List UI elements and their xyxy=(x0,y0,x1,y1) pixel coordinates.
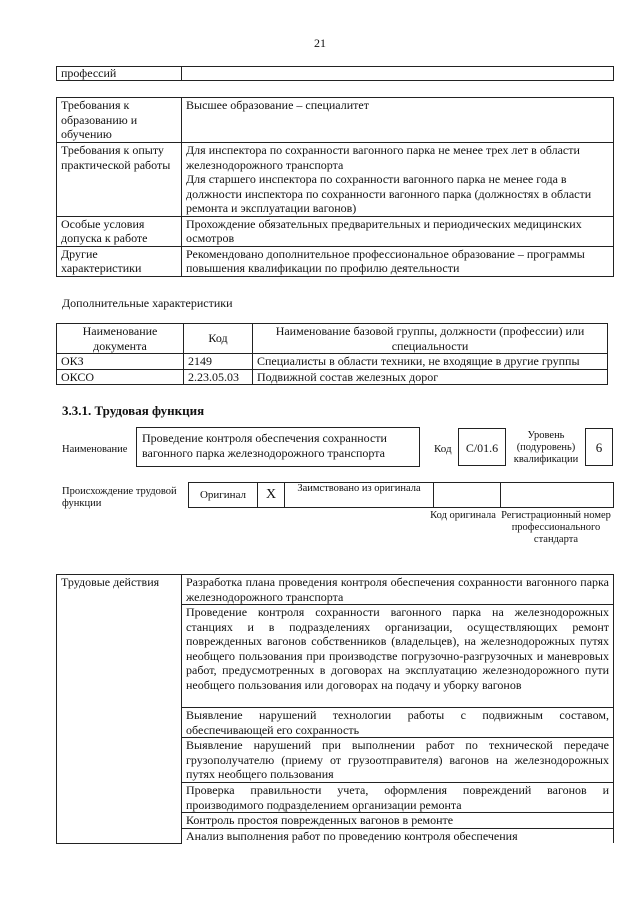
cell-name: Специалисты в области техники, не входящие в другие группы xyxy=(253,354,608,370)
borrowed-cell: Заимствовано из оригинала xyxy=(285,483,434,508)
req-value-line: Для инспектора по сохранности вагонного парка не менее трех лет в области железнодорожного транспорта xyxy=(186,143,580,172)
origin-label: Происхождение трудовой функции xyxy=(62,486,177,509)
requirements-row xyxy=(57,216,614,246)
labor-actions-table xyxy=(56,574,614,844)
function-code-box: С/01.6 xyxy=(458,428,506,466)
professions-cell: профессий xyxy=(57,67,182,81)
labor-action-item: Разработка плана проведения контроля обеспечения сохранности вагонного парка железнодорожного транспорта xyxy=(182,575,614,605)
col-header-doc: Наименование документа xyxy=(57,324,184,354)
professions-table xyxy=(56,66,614,81)
original-mark: X xyxy=(258,483,285,508)
origin-table xyxy=(188,482,614,508)
req-value-line: Высшее образование – специалитет xyxy=(186,98,369,112)
col-header-name: Наименование базовой группы, должности (профессии) или специальности xyxy=(253,324,608,354)
req-label: Особые условия допуска к работе xyxy=(57,216,182,246)
labor-action-item: Выявление нарушений при выполнении работ по технической передаче грузополучателю (приему от грузоотправителя) вагонов на железнодорожных путях необщего пользования xyxy=(182,738,614,783)
additional-table xyxy=(56,323,608,385)
labor-action-item: Анализ выполнения работ по проведению контроля обеспечения xyxy=(182,828,614,843)
cell-code: 2.23.05.03 xyxy=(184,369,253,385)
req-value-line: Рекомендовано дополнительное профессиональное образование – программы повышения квалификации по профилю деятельности xyxy=(186,246,585,275)
level-box: 6 xyxy=(585,428,613,466)
cell-doc: ОКСО xyxy=(57,369,184,385)
requirements-table xyxy=(56,97,614,277)
cell-name: Подвижной состав железных дорог xyxy=(253,369,608,385)
requirements-row xyxy=(57,143,614,217)
labor-action-item: Проведение контроля сохранности вагонного парка на железнодорожных станциях и в подразделениях организации, осуществляющих ремонт поврежденных вагонов собственников (владельцев), на железнодорожных путях необщего пользования при производстве погрузочно-разгрузочных и маневровых работ, предусмотренных в договорах на эксплуатацию железнодорожного пути необщего пользования или договорах на подачу и уборку вагонов xyxy=(182,605,614,708)
req-value-line: Прохождение обязательных предварительных и периодических медицинских осмотров xyxy=(186,216,582,245)
name-label: Наименование xyxy=(62,444,128,455)
req-value xyxy=(182,98,614,143)
req-label: Требования к опыту практической работы xyxy=(57,143,182,217)
code-orig-label: Код оригинала xyxy=(430,510,496,521)
labor-action-item: Проверка правильности учета, оформления повреждений вагонов и производимого подразделением организации ремонта xyxy=(182,783,614,813)
original-cell: Оригинал xyxy=(189,483,258,508)
table-row xyxy=(57,369,608,385)
req-value xyxy=(182,143,614,217)
table-row xyxy=(57,354,608,370)
additional-title: Дополнительные характеристики xyxy=(62,296,233,310)
additional-header-row xyxy=(57,324,608,354)
table-row xyxy=(57,575,614,605)
reg-number-cell xyxy=(501,483,614,508)
labor-action-item: Выявление нарушений технологии работы с подвижным составом, обеспечивающей его сохранность xyxy=(182,708,614,738)
req-value-line: Для старшего инспектора по сохранности вагонного парка не менее года в должности инспектора по сохранности вагонного парка (должностях в области ремонта и эксплуатации вагонов) xyxy=(186,172,592,215)
cell-code: 2149 xyxy=(184,354,253,370)
function-name-box: Проведение контроля обеспечения сохранности вагонного парка железнодорожного транспорта xyxy=(136,427,420,467)
code-orig-cell xyxy=(434,483,501,508)
requirements-row xyxy=(57,246,614,276)
labor-action-item: Контроль простоя поврежденных вагонов в ремонте xyxy=(182,813,614,829)
section-title: 3.3.1. Трудовая функция xyxy=(62,403,205,418)
level-label: Уровень (подуровень) квалификации xyxy=(513,430,579,465)
req-label: Требования к образованию и обучению xyxy=(57,98,182,143)
req-label: Другие характеристики xyxy=(57,246,182,276)
req-value xyxy=(182,246,614,276)
req-value xyxy=(182,216,614,246)
reg-number-label: Регистрационный номер профессионального стандарта xyxy=(501,510,611,545)
code-label: Код xyxy=(434,443,452,455)
labor-actions-label: Трудовые действия xyxy=(57,575,182,844)
page-number: 21 xyxy=(314,36,326,50)
requirements-row xyxy=(57,98,614,143)
cell-doc: ОКЗ xyxy=(57,354,184,370)
professions-empty-cell xyxy=(182,67,614,81)
col-header-code: Код xyxy=(184,324,253,354)
